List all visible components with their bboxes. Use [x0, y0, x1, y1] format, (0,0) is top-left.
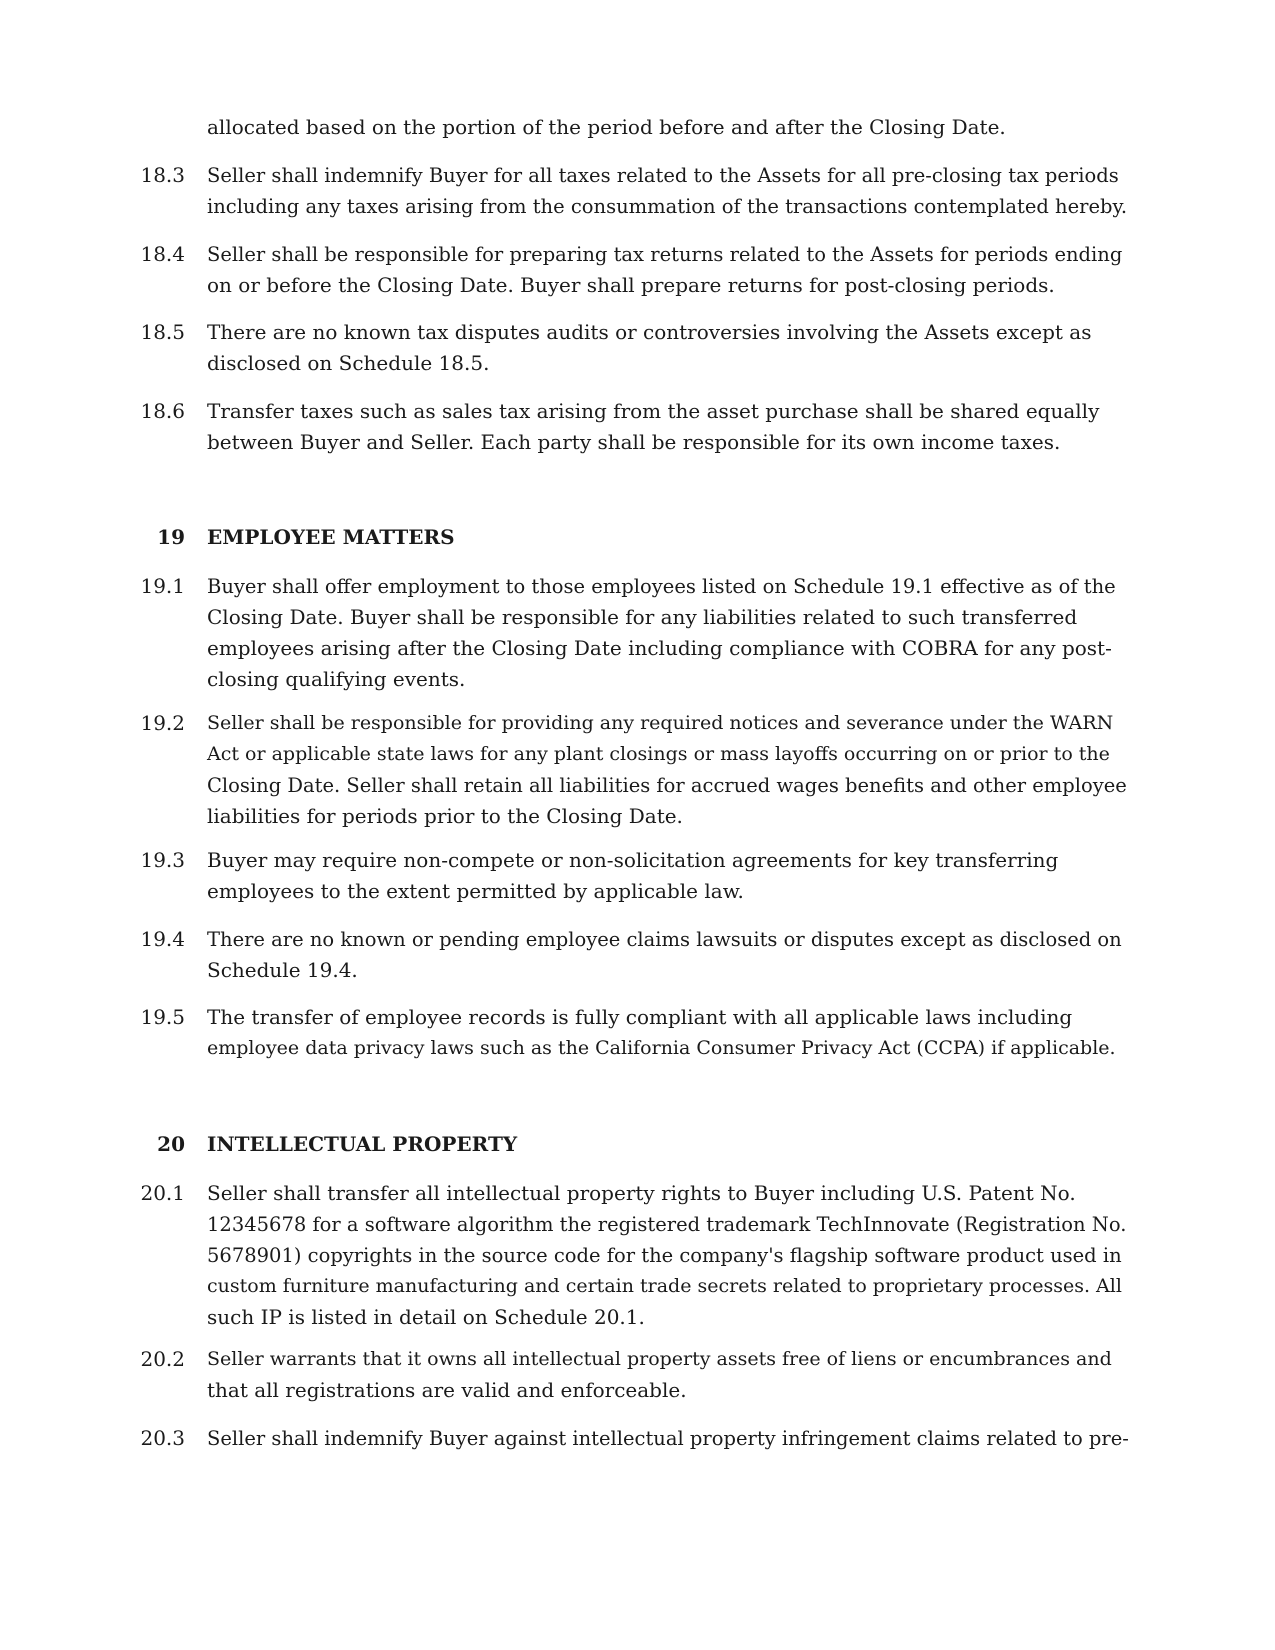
section-title: EMPLOYEE MATTERS — [207, 525, 455, 549]
paragraph-line: Buyer shall offer employment to those employees listed on Schedule 19.1 effective as of the — [207, 575, 1116, 598]
paragraph-line: 5678901) copyrights in the source code for the company's flagship software product used in — [207, 1244, 1122, 1267]
paragraph-line: Schedule 19.4. — [207, 958, 358, 982]
section-title: INTELLECTUAL PROPERTY — [207, 1132, 518, 1156]
paragraph-line: Seller shall be responsible for providing any required notices and severance under the WARN — [207, 712, 1114, 734]
paragraph-line: closing qualifying events. — [207, 667, 466, 691]
clause-number: 18.5 — [140, 320, 185, 344]
section-number: 20 — [157, 1132, 185, 1156]
paragraph-line: such IP is listed in detail on Schedule 20.1. — [207, 1305, 645, 1329]
clause-number: 19.5 — [140, 1005, 185, 1029]
paragraph-line: that all registrations are valid and enforceable. — [207, 1378, 687, 1402]
clause-number: 18.3 — [140, 163, 185, 187]
paragraph-line: Act or applicable state laws for any plant closings or mass layoffs occurring on or prior to the — [207, 743, 1110, 765]
paragraph-line: Seller shall be responsible for preparing tax returns related to the Assets for periods ending — [207, 243, 1123, 266]
paragraph-line: Buyer may require non-compete or non-solicitation agreements for key transferring — [207, 848, 1059, 872]
paragraph-line: Seller warrants that it owns all intellectual property assets free of liens or encumbrances and — [207, 1348, 1112, 1370]
paragraph-line: employees to the extent permitted by applicable law. — [207, 879, 744, 903]
clause-number: 20.1 — [140, 1181, 185, 1205]
paragraph-line: custom furniture manufacturing and certain trade secrets related to proprietary processes. All — [207, 1275, 1122, 1297]
paragraph-line: Seller shall indemnify Buyer for all taxes related to the Assets for all pre-closing tax periods — [207, 164, 1119, 187]
paragraph-line: allocated based on the portion of the period before and after the Closing Date. — [207, 115, 1006, 139]
clause-number: 19.4 — [140, 927, 185, 951]
paragraph-line: 12345678 for a software algorithm the registered trademark TechInnovate (Registration No. — [207, 1213, 1127, 1236]
clause-number: 18.4 — [140, 242, 185, 266]
clause-number: 19.3 — [140, 848, 185, 872]
paragraph-line: The transfer of employee records is fully compliant with all applicable laws including — [207, 1005, 1073, 1029]
paragraph-line: on or before the Closing Date. Buyer shall prepare returns for post-closing periods. — [207, 273, 1055, 297]
clause-number: 20.3 — [140, 1426, 185, 1450]
paragraph-line: Closing Date. Buyer shall be responsible for any liabilities related to such transferred — [207, 605, 1078, 629]
paragraph-line: Seller shall transfer all intellectual property rights to Buyer including U.S. Patent No. — [207, 1181, 1076, 1205]
paragraph-line: including any taxes arising from the consummation of the transactions contemplated hereby. — [207, 195, 1128, 218]
clause-number: 20.2 — [140, 1347, 185, 1371]
paragraph-line: employee data privacy laws such as the California Consumer Privacy Act (CCPA) if applicable. — [207, 1037, 1116, 1059]
paragraph-line: There are no known or pending employee claims lawsuits or disputes except as disclosed on — [207, 928, 1122, 951]
paragraph-line: disclosed on Schedule 18.5. — [207, 351, 490, 375]
paragraph-line: There are no known tax disputes audits or controversies involving the Assets except as — [207, 320, 1092, 344]
section-number: 19 — [157, 525, 185, 549]
paragraph-line: between Buyer and Seller. Each party shall be responsible for its own income taxes. — [207, 430, 1061, 454]
paragraph-line: employees arising after the Closing Date including compliance with COBRA for any post- — [207, 636, 1112, 660]
clause-number: 18.6 — [140, 399, 185, 423]
paragraph-line: liabilities for periods prior to the Closing Date. — [207, 804, 683, 828]
paragraph-line: Closing Date. Seller shall retain all liabilities for accrued wages benefits and other employee — [207, 774, 1127, 797]
paragraph-line: Seller shall indemnify Buyer against intellectual property infringement claims related to pre- — [207, 1427, 1129, 1450]
clause-number: 19.1 — [140, 574, 185, 598]
clause-number: 19.2 — [140, 711, 185, 735]
paragraph-line: Transfer taxes such as sales tax arising from the asset purchase shall be shared equally — [207, 399, 1100, 423]
